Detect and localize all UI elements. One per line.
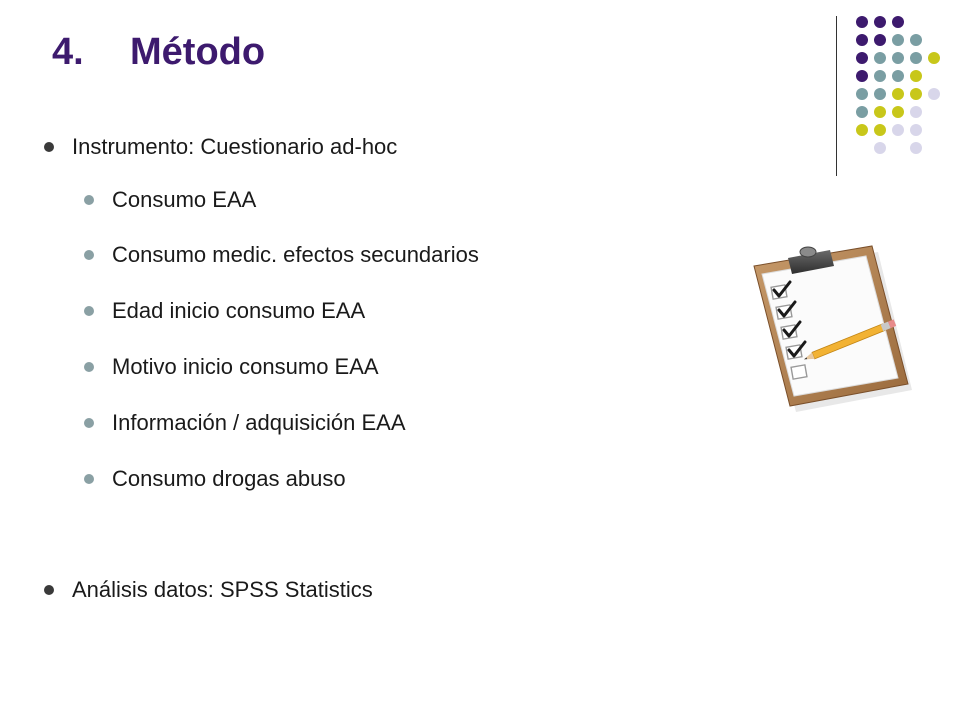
bullet-label: Información / adquisición EAA [112,410,406,435]
bullet-dot [84,474,94,484]
bullet-label: Análisis datos: SPSS Statistics [72,577,373,602]
bullet-item [84,296,365,326]
bullet-label: Motivo inicio consumo EAA [112,354,379,379]
bullet-item [84,240,479,270]
title-text: Método [130,30,266,73]
bullet-item [84,464,346,494]
bullet-dot [84,195,94,205]
bullet-label: Instrumento: Cuestionario ad-hoc [72,134,398,159]
title-number: 4. [52,30,84,73]
bullet-label: Edad inicio consumo EAA [112,298,366,323]
bullet-label: Consumo EAA [112,187,257,212]
dot-grid-icon [852,14,952,154]
bullet-item [84,185,256,215]
bullet-item [44,575,373,605]
clipboard-checklist-icon [748,240,916,416]
bullet-dot [84,418,94,428]
bullet-dot [84,306,94,316]
divider-line [836,16,837,176]
bullet-dot [44,142,54,152]
bullet-item [84,352,379,382]
bullet-item [84,408,406,438]
bullet-label: Consumo drogas abuso [112,466,346,491]
slide-title [52,24,265,80]
bullet-dot [84,250,94,260]
bullet-dot [84,362,94,372]
bullet-label: Consumo medic. efectos secundarios [112,242,479,267]
bullet-dot [44,585,54,595]
bullet-item [44,132,397,162]
